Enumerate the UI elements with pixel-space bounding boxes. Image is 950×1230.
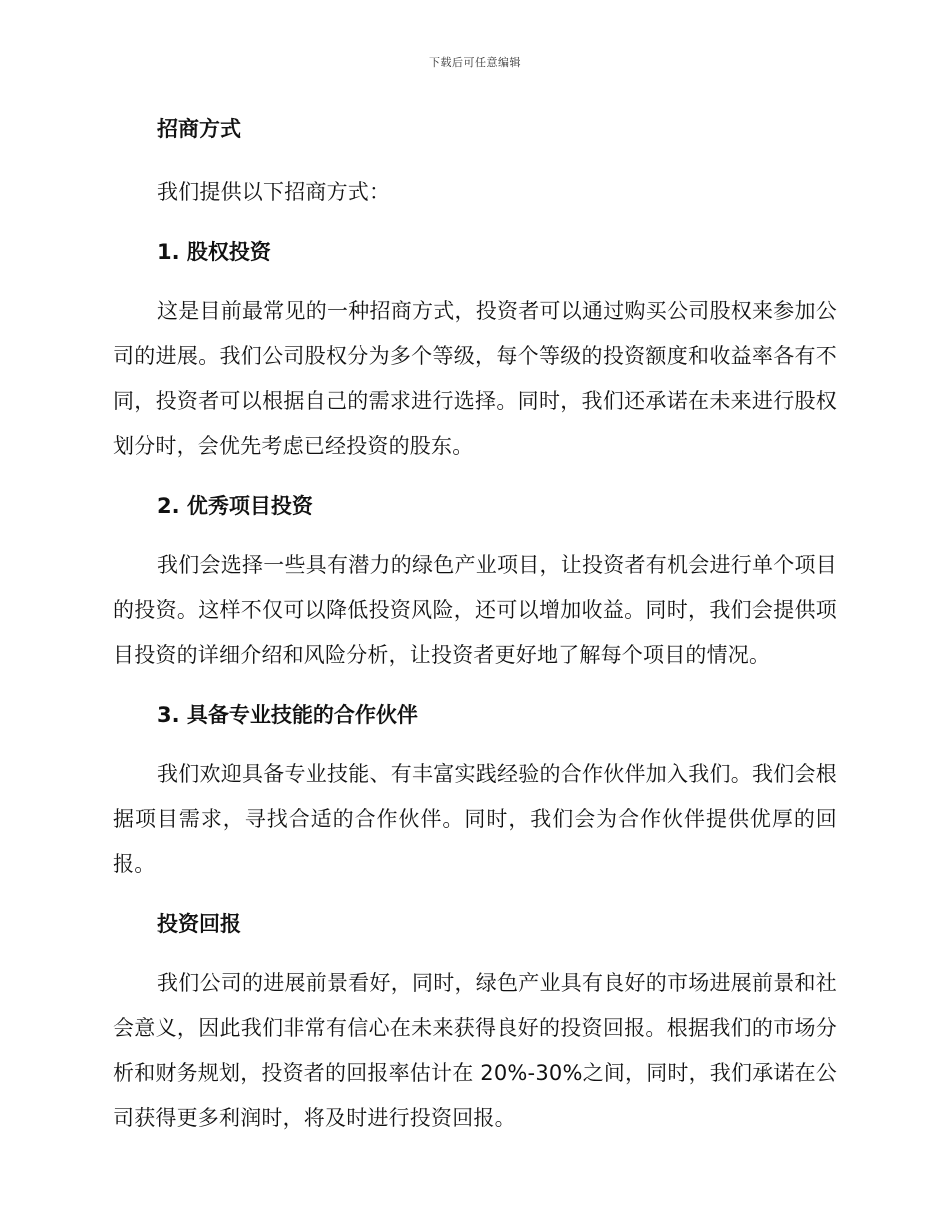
document-title: 招商方式 bbox=[157, 117, 241, 141]
page-header: 下载后可任意编辑 bbox=[429, 56, 521, 69]
document-body bbox=[113, 112, 837, 1141]
section-body-partner: 我们欢迎具备专业技能、有丰富实践经验的合作伙伴加入我们。我们会根据项目需求，寻找合适的合作伙伴。同时，我们会为合作伙伴提供优厚的回报。 bbox=[113, 762, 837, 876]
section-heading-equity: 1. 股权投资 bbox=[157, 240, 271, 264]
section-body-project: 我们会选择一些具有潜力的绿色产业项目，让投资者有机会进行单个项目的投资。这样不仅可以降低投资风险，还可以增加收益。同时，我们会提供项目投资的详细介绍和风险分析，让投资者更好地了解每个项目的情况。 bbox=[113, 553, 837, 667]
returns-body: 我们公司的进展前景看好，同时，绿色产业具有良好的市场进展前景和社会意义，因此我们非常有信心在未来获得良好的投资回报。根据我们的市场分析和财务规划，投资者的回报率估计在 20%-30%之间，同时，我们承诺在公司获得更多利润时，将及时进行投资回报。 bbox=[113, 971, 838, 1130]
section-heading-project: 2. 优秀项目投资 bbox=[157, 494, 313, 518]
intro-paragraph: 我们提供以下招商方式： bbox=[157, 180, 391, 204]
section-body-equity: 这是目前最常见的一种招商方式，投资者可以通过购买公司股权来参加公司的进展。我们公司股权分为多个等级，每个等级的投资额度和收益率各有不同，投资者可以根据自己的需求进行选择。同时，我们还承诺在未来进行股权划分时，会优先考虑已经投资的股东。 bbox=[113, 299, 837, 458]
returns-heading: 投资回报 bbox=[157, 912, 241, 936]
section-heading-partner: 3. 具备专业技能的合作伙伴 bbox=[157, 703, 418, 727]
